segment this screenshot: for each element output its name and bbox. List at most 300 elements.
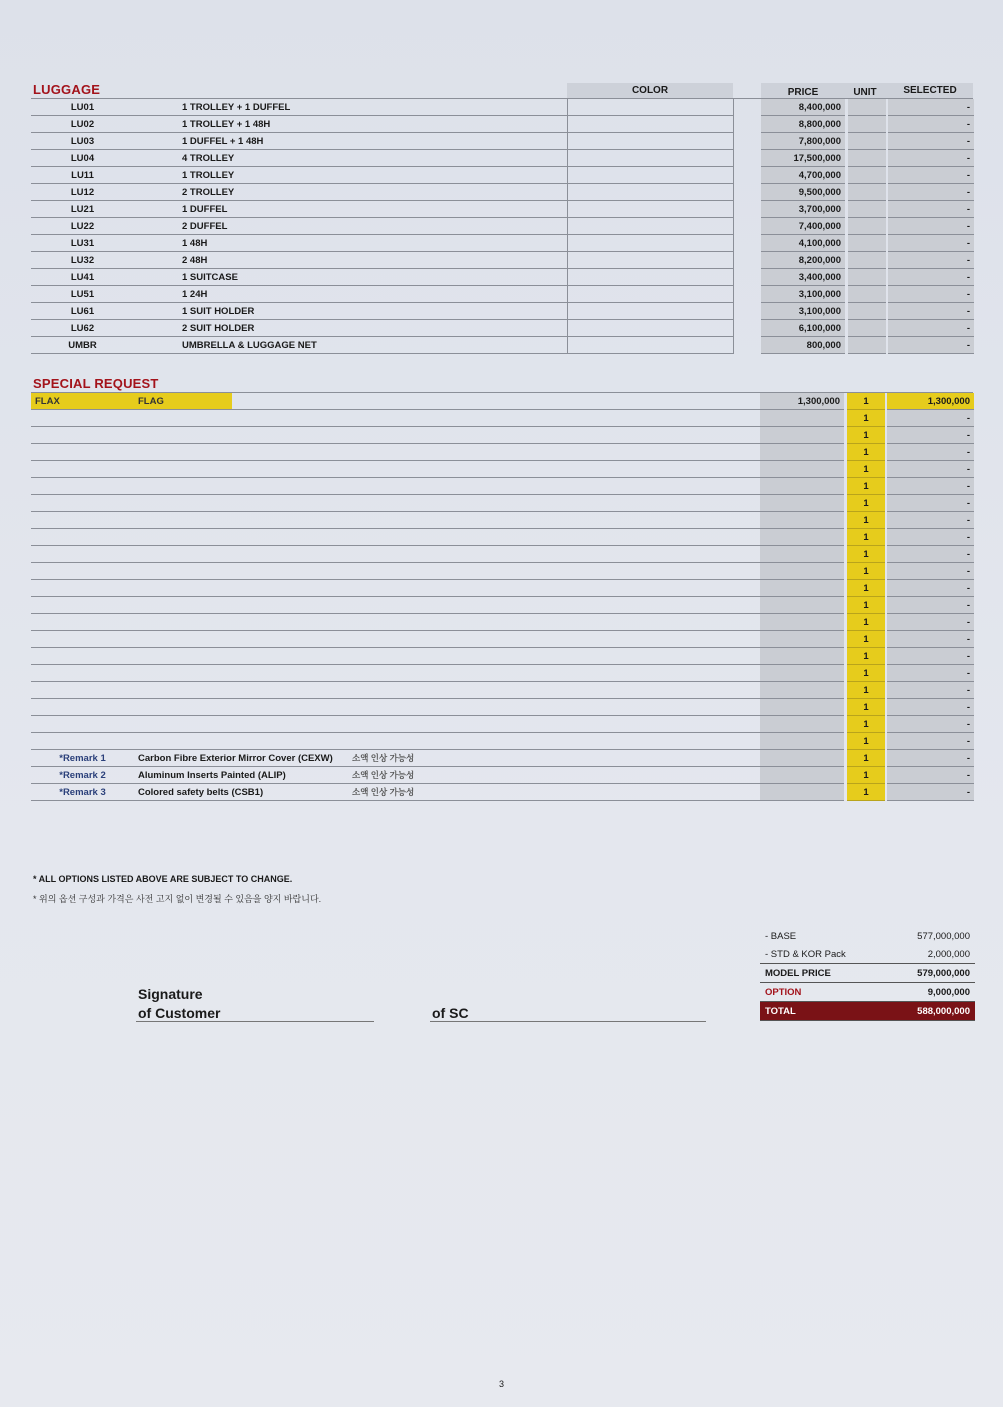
- request-selected: -: [887, 512, 974, 529]
- special-request-title: SPECIAL REQUEST: [33, 376, 159, 391]
- request-selected: -: [887, 597, 974, 614]
- request-code: [31, 461, 134, 478]
- special-request-row: [31, 478, 974, 495]
- request-unit: 1: [847, 750, 885, 767]
- luggage-code: LU61: [31, 303, 134, 320]
- luggage-price: 3,400,000: [761, 269, 845, 286]
- luggage-selected: -: [888, 337, 974, 354]
- request-unit: 1: [847, 784, 885, 801]
- request-price: [760, 648, 844, 665]
- request-description: [134, 478, 344, 495]
- request-code: [31, 665, 134, 682]
- request-selected: -: [887, 529, 974, 546]
- request-selected: -: [887, 648, 974, 665]
- request-extra: [344, 546, 760, 563]
- luggage-price: 4,100,000: [761, 235, 845, 252]
- luggage-selected: -: [888, 320, 974, 337]
- luggage-selected: -: [888, 184, 974, 201]
- luggage-price: 17,500,000: [761, 150, 845, 167]
- luggage-code: LU21: [31, 201, 134, 218]
- luggage-row: [31, 320, 974, 337]
- request-unit: 1: [847, 546, 885, 563]
- luggage-unit-cell: [848, 303, 886, 320]
- request-description: [134, 648, 344, 665]
- remark-description: Colored safety belts (CSB1): [134, 784, 344, 801]
- selected-column-header: SELECTED: [903, 85, 957, 96]
- request-price: [760, 614, 844, 631]
- request-code: FLAX: [31, 393, 134, 410]
- total-row: [760, 1002, 975, 1021]
- special-request-row: [31, 444, 974, 461]
- luggage-code: LU22: [31, 218, 134, 235]
- request-price: 1,300,000: [760, 393, 844, 410]
- luggage-unit-cell: [848, 167, 886, 184]
- request-price: [760, 597, 844, 614]
- request-selected: -: [887, 478, 974, 495]
- luggage-color-cell: [567, 167, 733, 184]
- luggage-unit-cell: [848, 116, 886, 133]
- request-description: [134, 631, 344, 648]
- base-value: 577,000,000: [917, 930, 970, 942]
- request-unit: 1: [847, 733, 885, 750]
- luggage-color-cell: [567, 286, 733, 303]
- request-unit: 1: [847, 597, 885, 614]
- request-extra: [344, 597, 760, 614]
- special-request-row: [31, 648, 974, 665]
- request-unit: 1: [847, 529, 885, 546]
- special-request-row: [31, 614, 974, 631]
- remark-description: Carbon Fibre Exterior Mirror Cover (CEXW): [134, 750, 344, 767]
- request-selected: -: [887, 580, 974, 597]
- luggage-description: 1 48H: [134, 235, 567, 252]
- luggage-price: 8,200,000: [761, 252, 845, 269]
- luggage-row: [31, 218, 974, 235]
- luggage-unit-cell: [848, 269, 886, 286]
- luggage-color-cell: [567, 252, 733, 269]
- luggage-code: LU01: [31, 99, 134, 116]
- luggage-row: [31, 99, 974, 116]
- special-request-row: [31, 767, 974, 784]
- luggage-row: [31, 150, 974, 167]
- std-pack-value: 2,000,000: [870, 945, 975, 964]
- request-extra: [344, 529, 760, 546]
- luggage-unit-cell: [848, 235, 886, 252]
- request-code: [31, 546, 134, 563]
- luggage-description: 1 SUITCASE: [134, 269, 567, 286]
- spacer-cell: [733, 133, 761, 150]
- unit-column-header: UNIT: [853, 87, 877, 98]
- special-request-row: [31, 512, 974, 529]
- request-selected: -: [887, 427, 974, 444]
- spacer-cell: [733, 337, 761, 354]
- request-unit: 1: [847, 682, 885, 699]
- special-request-row: [31, 461, 974, 478]
- spacer-cell: [733, 269, 761, 286]
- luggage-price: 4,700,000: [761, 167, 845, 184]
- luggage-selected: -: [888, 218, 974, 235]
- luggage-unit-cell: [848, 337, 886, 354]
- signature-word: Signature: [138, 986, 203, 1002]
- request-code: [31, 580, 134, 597]
- option-value: 9,000,000: [870, 983, 975, 1002]
- request-unit: 1: [847, 495, 885, 512]
- luggage-selected: -: [888, 286, 974, 303]
- request-code: [31, 427, 134, 444]
- luggage-section-title: LUGGAGE: [33, 82, 101, 97]
- special-request-row: [31, 546, 974, 563]
- luggage-row: [31, 252, 974, 269]
- model-price-value: 579,000,000: [870, 964, 975, 983]
- luggage-description: 2 TROLLEY: [134, 184, 567, 201]
- option-label: OPTION: [760, 983, 870, 1002]
- request-extra: [344, 461, 760, 478]
- luggage-description: 2 SUIT HOLDER: [134, 320, 567, 337]
- luggage-unit-cell: [848, 99, 886, 116]
- request-price: [760, 665, 844, 682]
- luggage-description: 1 DUFFEL: [134, 201, 567, 218]
- page-number: 3: [498, 1379, 504, 1389]
- remark-note: 소액 인상 가능성: [344, 784, 760, 801]
- request-price: [760, 682, 844, 699]
- luggage-color-cell: [567, 116, 733, 133]
- request-extra: [344, 512, 760, 529]
- request-description: [134, 495, 344, 512]
- luggage-color-cell: [567, 303, 733, 320]
- spacer-cell: [733, 184, 761, 201]
- base-row: [760, 927, 975, 945]
- request-extra: [344, 410, 760, 427]
- special-request-row: [31, 750, 974, 767]
- request-price: [760, 733, 844, 750]
- request-description: [134, 580, 344, 597]
- luggage-price: 6,100,000: [761, 320, 845, 337]
- luggage-price: 8,800,000: [761, 116, 845, 133]
- request-unit: 1: [847, 478, 885, 495]
- total-value: 588,000,000: [870, 1002, 975, 1021]
- request-unit: 1: [847, 580, 885, 597]
- spacer-cell: [733, 235, 761, 252]
- luggage-color-cell: [567, 99, 733, 116]
- spacer-cell: [733, 116, 761, 133]
- luggage-code: LU32: [31, 252, 134, 269]
- luggage-description: UMBRELLA & LUGGAGE NET: [134, 337, 567, 354]
- luggage-unit-cell: [848, 133, 886, 150]
- luggage-color-cell: [567, 235, 733, 252]
- remark-note: 소액 인상 가능성: [344, 750, 760, 767]
- request-unit: 1: [847, 767, 885, 784]
- request-selected: 1,300,000: [887, 393, 974, 410]
- luggage-price: 7,800,000: [761, 133, 845, 150]
- request-selected: -: [887, 767, 974, 784]
- request-price: [760, 563, 844, 580]
- request-price: [760, 580, 844, 597]
- spacer-cell: [733, 201, 761, 218]
- request-description: [134, 682, 344, 699]
- spacer-cell: [733, 218, 761, 235]
- special-request-row: [31, 682, 974, 699]
- std-pack-label: - STD & KOR Pack: [760, 945, 870, 964]
- request-description: [134, 563, 344, 580]
- request-code: [31, 631, 134, 648]
- luggage-description: 2 DUFFEL: [134, 218, 567, 235]
- request-price: [760, 529, 844, 546]
- request-description: [134, 461, 344, 478]
- special-request-table: [31, 393, 974, 801]
- request-description: [134, 665, 344, 682]
- special-request-row: [31, 716, 974, 733]
- luggage-description: 1 SUIT HOLDER: [134, 303, 567, 320]
- request-unit: 1: [847, 699, 885, 716]
- luggage-selected: -: [888, 150, 974, 167]
- request-price: [760, 699, 844, 716]
- special-request-row: [31, 665, 974, 682]
- request-selected: -: [887, 631, 974, 648]
- request-description: [134, 699, 344, 716]
- request-unit: 1: [847, 631, 885, 648]
- request-description: [134, 716, 344, 733]
- luggage-color-cell: [567, 133, 733, 150]
- luggage-row: [31, 286, 974, 303]
- spacer-cell: [733, 252, 761, 269]
- request-unit: 1: [847, 512, 885, 529]
- luggage-row: [31, 167, 974, 184]
- luggage-unit-cell: [848, 320, 886, 337]
- luggage-code: LU03: [31, 133, 134, 150]
- std-pack-row: [760, 945, 975, 964]
- request-unit: 1: [847, 461, 885, 478]
- request-selected: -: [887, 461, 974, 478]
- luggage-row: [31, 116, 974, 133]
- request-extra: [344, 716, 760, 733]
- request-extra: [344, 478, 760, 495]
- luggage-selected: -: [888, 99, 974, 116]
- request-description: [134, 733, 344, 750]
- request-selected: -: [887, 563, 974, 580]
- request-selected: -: [887, 495, 974, 512]
- request-code: [31, 529, 134, 546]
- luggage-unit-cell: [848, 218, 886, 235]
- request-price: [760, 750, 844, 767]
- spacer-cell: [733, 150, 761, 167]
- request-code: [31, 699, 134, 716]
- luggage-description: 1 TROLLEY + 1 DUFFEL: [134, 99, 567, 116]
- request-code: [31, 716, 134, 733]
- request-description: [134, 614, 344, 631]
- request-selected: -: [887, 546, 974, 563]
- luggage-code: LU12: [31, 184, 134, 201]
- customer-signature-label: [138, 985, 220, 1023]
- luggage-description: 1 TROLLEY: [134, 167, 567, 184]
- remark-id: *Remark 1: [31, 750, 134, 767]
- request-unit: 1: [847, 716, 885, 733]
- request-extra: [344, 733, 760, 750]
- luggage-color-cell: [567, 150, 733, 167]
- request-code: [31, 410, 134, 427]
- luggage-description: 1 TROLLEY + 1 48H: [134, 116, 567, 133]
- request-code: [31, 648, 134, 665]
- luggage-selected: -: [888, 133, 974, 150]
- request-description: [134, 546, 344, 563]
- of-customer-word: of Customer: [138, 1005, 221, 1021]
- request-unit: 1: [847, 614, 885, 631]
- request-extra: [344, 631, 760, 648]
- request-extra: [344, 444, 760, 461]
- special-request-row: [31, 410, 974, 427]
- luggage-unit-cell: [848, 286, 886, 303]
- request-price: [760, 410, 844, 427]
- model-price-row: [760, 964, 975, 983]
- luggage-unit-cell: [848, 252, 886, 269]
- luggage-selected: -: [888, 269, 974, 286]
- luggage-price: 3,100,000: [761, 286, 845, 303]
- request-selected: -: [887, 665, 974, 682]
- luggage-row: [31, 201, 974, 218]
- luggage-code: LU02: [31, 116, 134, 133]
- luggage-color-cell: [567, 269, 733, 286]
- special-request-row: [31, 597, 974, 614]
- luggage-description: 1 DUFFEL + 1 48H: [134, 133, 567, 150]
- request-unit: 1: [847, 648, 885, 665]
- luggage-color-cell: [567, 201, 733, 218]
- luggage-code: LU11: [31, 167, 134, 184]
- request-price: [760, 478, 844, 495]
- luggage-color-cell: [567, 320, 733, 337]
- totals-table: [760, 927, 975, 1021]
- request-description: [134, 597, 344, 614]
- request-unit: 1: [847, 563, 885, 580]
- request-extra: [344, 648, 760, 665]
- luggage-code: LU04: [31, 150, 134, 167]
- request-selected: -: [887, 716, 974, 733]
- remark-id: *Remark 3: [31, 784, 134, 801]
- request-selected: -: [887, 733, 974, 750]
- special-request-row: [31, 495, 974, 512]
- luggage-description: 4 TROLLEY: [134, 150, 567, 167]
- spacer-cell: [733, 286, 761, 303]
- luggage-code: LU51: [31, 286, 134, 303]
- request-unit: 1: [847, 444, 885, 461]
- request-price: [760, 784, 844, 801]
- request-extra: [344, 580, 760, 597]
- luggage-code: UMBR: [31, 337, 134, 354]
- luggage-code: LU31: [31, 235, 134, 252]
- request-code: [31, 478, 134, 495]
- luggage-price: 3,100,000: [761, 303, 845, 320]
- request-code: [31, 614, 134, 631]
- luggage-color-cell: [567, 184, 733, 201]
- request-code: [31, 563, 134, 580]
- special-request-row: [31, 427, 974, 444]
- remark-id: *Remark 2: [31, 767, 134, 784]
- luggage-selected: -: [888, 235, 974, 252]
- request-code: [31, 682, 134, 699]
- remark-note: 소액 인상 가능성: [344, 767, 760, 784]
- request-price: [760, 461, 844, 478]
- luggage-row: [31, 303, 974, 320]
- request-selected: -: [887, 444, 974, 461]
- change-notice-en: * ALL OPTIONS LISTED ABOVE ARE SUBJECT TO CHANGE.: [33, 874, 293, 884]
- request-price: [760, 546, 844, 563]
- request-unit: 1: [847, 665, 885, 682]
- request-code: [31, 512, 134, 529]
- special-request-row: [31, 529, 974, 546]
- request-unit: 1: [847, 427, 885, 444]
- luggage-row: [31, 184, 974, 201]
- luggage-code: LU62: [31, 320, 134, 337]
- request-extra: [344, 682, 760, 699]
- request-unit: 1: [847, 393, 885, 410]
- request-description: [134, 427, 344, 444]
- luggage-price: 8,400,000: [761, 99, 845, 116]
- base-label: - BASE: [765, 930, 797, 942]
- customer-signature-line: [136, 1021, 374, 1022]
- luggage-row: [31, 269, 974, 286]
- request-extra: [344, 665, 760, 682]
- request-price: [760, 427, 844, 444]
- special-request-row: [31, 563, 974, 580]
- special-request-row: [31, 699, 974, 716]
- request-extra: [344, 699, 760, 716]
- spacer-cell: [733, 303, 761, 320]
- request-extra: [344, 495, 760, 512]
- request-description: FLAG: [134, 393, 344, 410]
- request-extra: [344, 614, 760, 631]
- luggage-row: [31, 337, 974, 354]
- luggage-selected: -: [888, 252, 974, 269]
- request-code: [31, 733, 134, 750]
- special-request-row: [31, 631, 974, 648]
- luggage-price: 3,700,000: [761, 201, 845, 218]
- option-row: [760, 983, 975, 1002]
- request-code: [31, 495, 134, 512]
- luggage-row: [31, 133, 974, 150]
- request-extra: [344, 427, 760, 444]
- special-request-row: [31, 580, 974, 597]
- luggage-price: 7,400,000: [761, 218, 845, 235]
- special-request-row: [31, 393, 974, 410]
- request-description: [134, 529, 344, 546]
- luggage-unit-cell: [848, 184, 886, 201]
- sc-signature-line: [430, 1021, 706, 1022]
- color-column-header: COLOR: [631, 85, 669, 96]
- luggage-selected: -: [888, 167, 974, 184]
- request-selected: -: [887, 699, 974, 716]
- request-price: [760, 444, 844, 461]
- remark-description: Aluminum Inserts Painted (ALIP): [134, 767, 344, 784]
- spacer-cell: [733, 320, 761, 337]
- luggage-table: [31, 99, 974, 354]
- luggage-description: 1 24H: [134, 286, 567, 303]
- request-selected: -: [887, 410, 974, 427]
- request-code: [31, 444, 134, 461]
- luggage-selected: -: [888, 116, 974, 133]
- request-price: [760, 767, 844, 784]
- luggage-code: LU41: [31, 269, 134, 286]
- request-extra: [344, 563, 760, 580]
- price-column-header: PRICE: [787, 87, 819, 98]
- request-price: [760, 495, 844, 512]
- request-description: [134, 444, 344, 461]
- luggage-row: [31, 235, 974, 252]
- luggage-unit-cell: [848, 150, 886, 167]
- luggage-selected: -: [888, 201, 974, 218]
- luggage-color-cell: [567, 218, 733, 235]
- request-price: [760, 512, 844, 529]
- luggage-color-cell: [567, 337, 733, 354]
- special-request-row: [31, 733, 974, 750]
- request-code: [31, 597, 134, 614]
- request-description: [134, 410, 344, 427]
